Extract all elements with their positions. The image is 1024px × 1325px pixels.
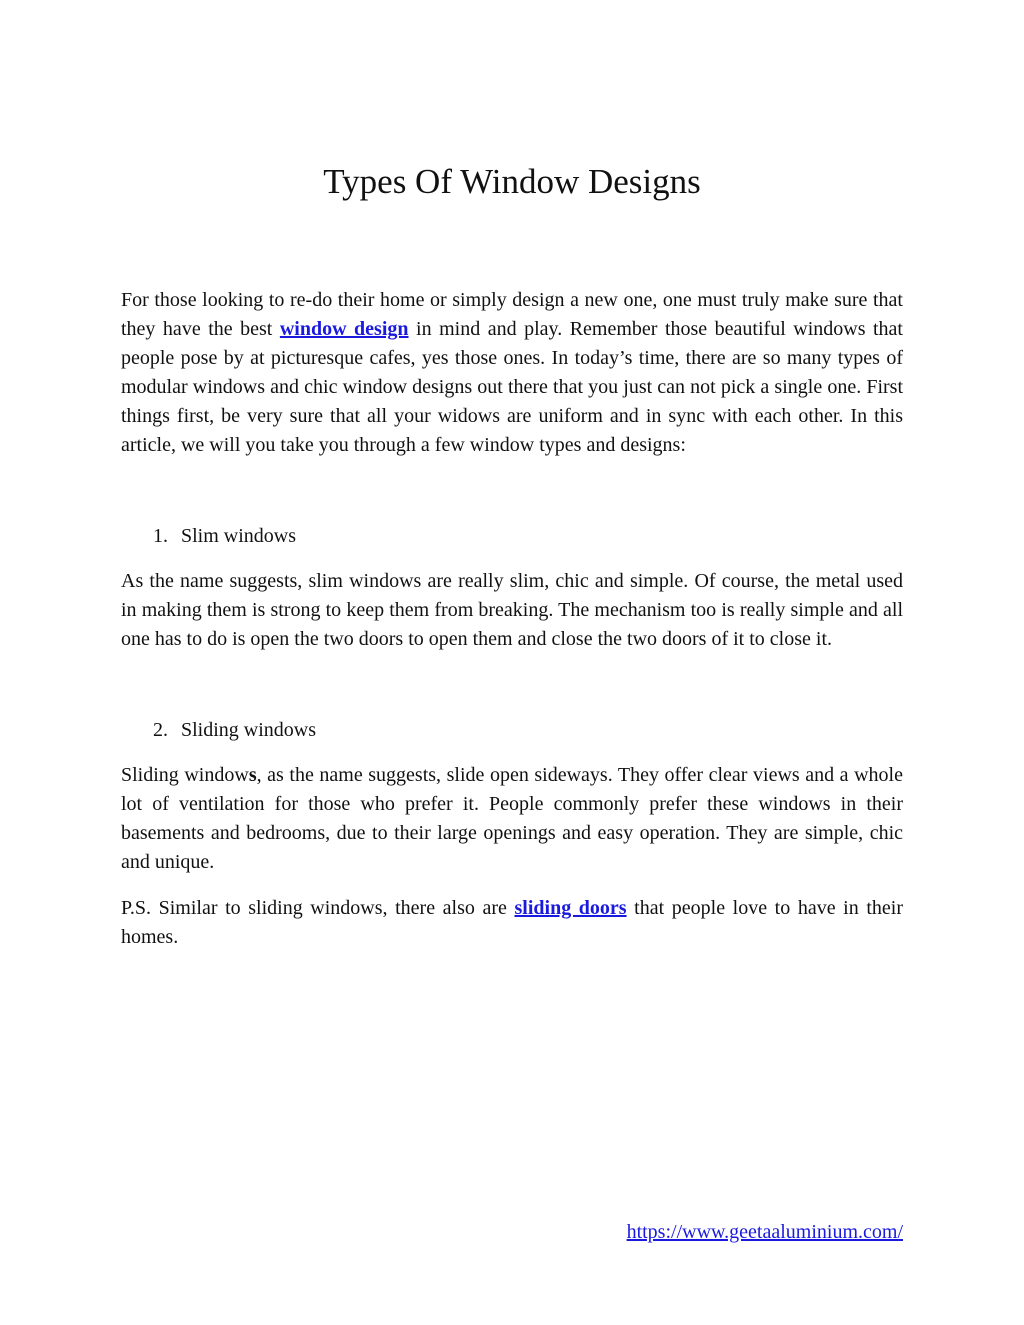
sliding-body-bold-letter: s <box>248 764 257 786</box>
intro-paragraph <box>121 286 903 460</box>
ps-text-before-link: P.S. Similar to sliding windows, there also are <box>121 897 515 919</box>
sliding-doors-link[interactable]: sliding doors <box>514 897 627 919</box>
sliding-body-lead: Sliding window <box>121 764 249 786</box>
intro-text-before-link: For those looking to re-do their home or simply design a new one, one must truly make sure that they have the best <box>121 289 903 340</box>
document-title: Types Of Window Designs <box>323 162 701 201</box>
section-heading-slim-windows <box>121 522 903 551</box>
section-heading-sliding-windows <box>121 716 903 745</box>
document-body <box>121 286 903 952</box>
window-design-link[interactable]: window design <box>279 318 409 340</box>
footer-website-link[interactable]: https://www.geetaaluminium.com/ <box>626 1221 903 1243</box>
section-heading-text: Slim windows <box>181 525 297 547</box>
sliding-body-rest: , as the name suggests, slide open sideways. They offer clear views and a whole lot of ventilation for those who prefer it. People commonly prefer these windows in their basements and bedrooms, due to their large openings and easy operation. They are simple, chic and unique. <box>121 764 903 873</box>
slim-windows-paragraph: As the name suggests, slim windows are really slim, chic and simple. Of course, the metal used in making them is strong to keep them from breaking. The mechanism too is really simple and all one has to do is open the two doors to open them and close the two doors of it to close it. <box>121 570 903 650</box>
ps-paragraph <box>121 894 903 952</box>
section-number: 2. <box>153 719 168 741</box>
ps-text-after-link: that people love to have in their homes. <box>121 897 903 948</box>
intro-text-after-link: in mind and play. Remember those beautiful windows that people pose by at picturesque cafes, yes those ones. In today’s time, there are so many types of modular windows and chic window designs out there that you just can not pick a single one. First things first, be very sure that all your widows are uniform and in sync with each other. In this article, we will you take you through a few window types and designs: <box>121 318 903 456</box>
section-heading-text: Sliding windows <box>181 719 317 741</box>
sliding-windows-paragraph <box>121 761 903 877</box>
section-number: 1. <box>153 525 168 547</box>
